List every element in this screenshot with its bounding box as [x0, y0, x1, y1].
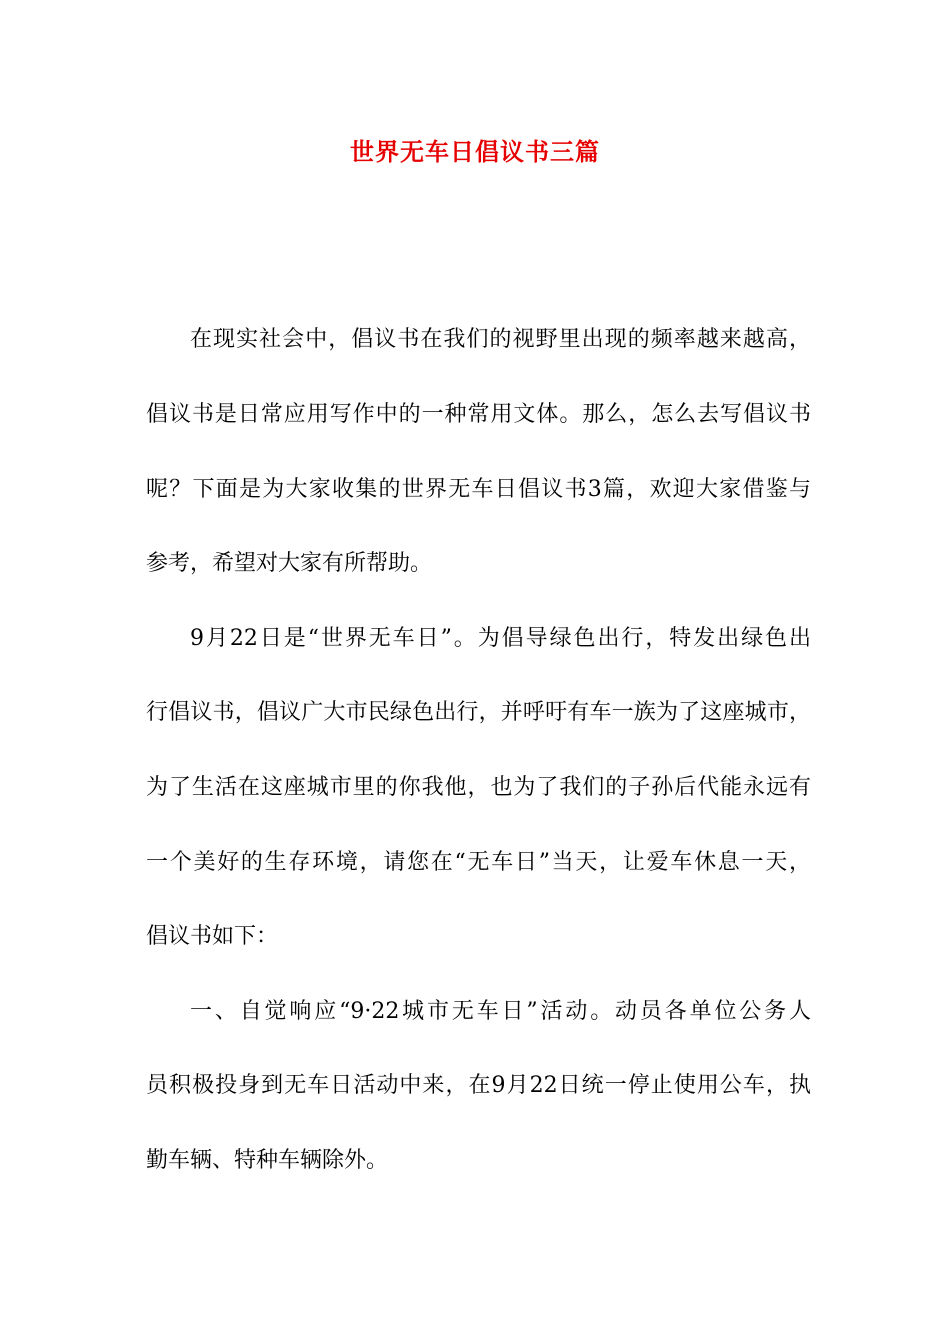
paragraph-1-line-2: 倡议书是日常应用写作中的一种常用文体。那么，怎么去写倡议书 — [146, 402, 811, 427]
paragraph-2-line-3: 为了生活在这座城市里的你我他，也为了我们的子孙后代能永远有 — [146, 775, 811, 800]
paragraph-2-line-1: 9月22日是“世界无车日”。为倡导绿色出行，特发出绿色出 — [190, 626, 811, 651]
paragraph-1-line-1: 在现实社会中，倡议书在我们的视野里出现的频率越来越高， — [190, 327, 811, 352]
paragraph-3-line-2: 员积极投身到无车日活动中来，在9月22日统一停止使用公车，执 — [146, 1073, 811, 1098]
paragraph-1-line-3: 呢？下面是为大家收集的世界无车日倡议书3篇，欢迎大家借鉴与 — [146, 477, 811, 502]
document-title: 世界无车日倡议书三篇 — [350, 138, 600, 166]
paragraph-1-line-4: 参考，希望对大家有所帮助。 — [146, 551, 433, 576]
paragraph-2-line-5: 倡议书如下： — [146, 924, 279, 949]
paragraph-2-line-4: 一个美好的生存环境，请您在“无车日”当天，让爱车休息一天， — [146, 850, 811, 875]
paragraph-2-line-2: 行倡议书，倡议广大市民绿色出行，并呼吁有车一族为了这座城市， — [146, 700, 811, 725]
paragraph-3-line-3: 勤车辆、特种车辆除外。 — [146, 1148, 389, 1173]
paragraph-3-line-1: 一、自觉响应“9·22城市无车日”活动。动员各单位公务人 — [190, 999, 811, 1024]
